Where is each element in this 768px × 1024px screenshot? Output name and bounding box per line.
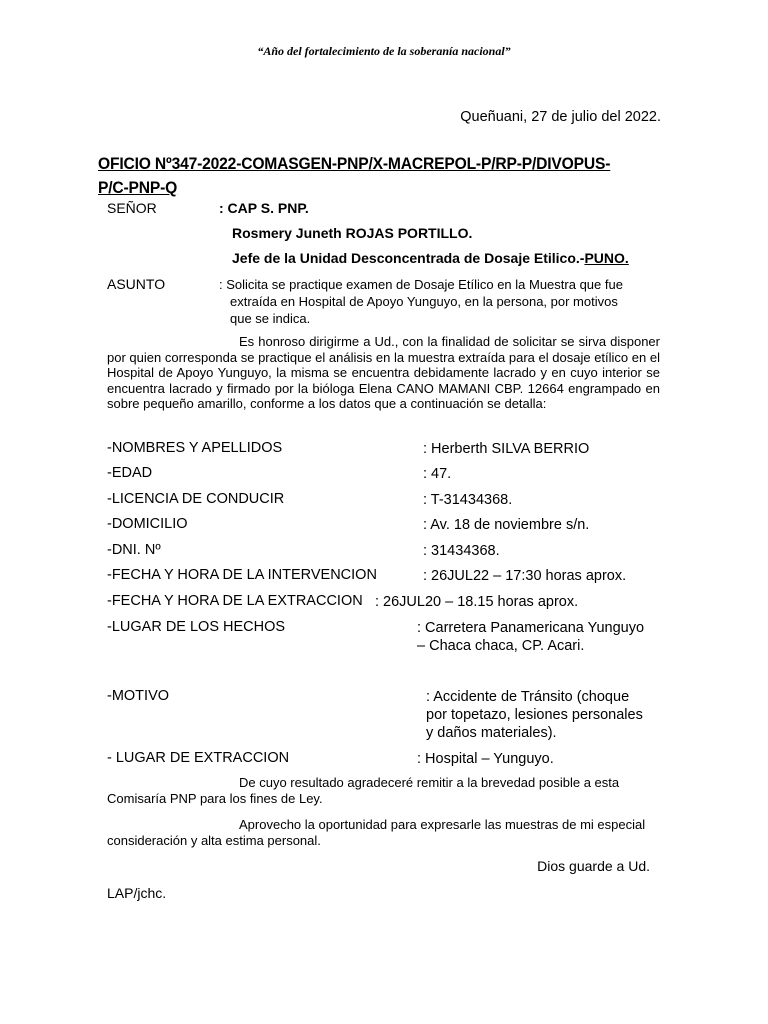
date-line: Queñuani, 27 de julio del 2022.	[460, 109, 661, 125]
field-label-domicilio: -DOMICILIO	[107, 516, 188, 532]
field-value-edad: : 47.	[423, 466, 452, 482]
field-label-intervencion: -FECHA Y HORA DE LA INTERVENCION	[107, 567, 377, 583]
field-value-nombres: : Herberth SILVA BERRIO	[423, 441, 590, 457]
field-value-licencia: : T-31434368.	[423, 492, 513, 508]
field-value-lugar-hechos-1: : Carretera Panamericana Yunguyo	[417, 620, 645, 636]
field-value-motivo-3: y daños materiales).	[426, 725, 557, 741]
field-label-lugar-hechos: -LUGAR DE LOS HECHOS	[107, 619, 286, 635]
intro-paragraph	[107, 334, 660, 412]
recipient-label: SEÑOR	[107, 200, 157, 216]
field-label-edad: -EDAD	[107, 465, 153, 481]
subject-line-1: : Solicita se practique examen de Dosaje Etílico en la Muestra que fue	[219, 277, 623, 292]
field-value-dni: : 31434368.	[423, 543, 500, 559]
field-label-nombres: -NOMBRES Y APELLIDOS	[107, 440, 283, 456]
recipient-position-text: Jefe de la Unidad Desconcentrada de Dosaje Etilico.-	[232, 250, 585, 266]
closing-paragraph-2-text: Aprovecho la oportunidad para expresarle las muestras de mi especial consideración y alta estima personal.	[107, 817, 646, 848]
farewell: Dios guarde a Ud.	[537, 858, 650, 874]
closing-paragraph-1-text: De cuyo resultado agradeceré remitir a la brevedad posible a esta Comisaría PNP para los fines de Ley.	[107, 775, 620, 806]
recipient-rank: : CAP S. PNP.	[219, 200, 309, 216]
initials: LAP/jchc.	[107, 885, 167, 901]
field-label-motivo: -MOTIVO	[107, 688, 170, 704]
field-value-motivo-1: : Accidente de Tránsito (choque	[426, 689, 630, 705]
field-value-lugar-hechos-2: – Chaca chaca, CP. Acari.	[417, 638, 585, 654]
field-value-motivo-2: por topetazo, lesiones personales	[426, 707, 643, 723]
field-label-lugar-extraccion: - LUGAR DE EXTRACCION	[107, 750, 290, 766]
field-label-dni: -DNI. Nº	[107, 542, 161, 558]
closing-paragraph-1	[107, 775, 660, 806]
subject-line-3: que se indica.	[230, 311, 311, 326]
recipient-name: Rosmery Juneth ROJAS PORTILLO.	[232, 225, 473, 241]
oficio-number: OFICIO Nº347-2022-COMASGEN-PNP/X-MACREPOL-P/RP-P/DIVOPUS-P/C-PNP-Q	[98, 154, 611, 197]
subject-line-2: extraída en Hospital de Apoyo Yunguyo, en la persona, por motivos	[230, 294, 618, 309]
closing-paragraph-2	[107, 817, 660, 848]
recipient-city: PUNO.	[584, 250, 629, 266]
field-value-extraccion-fecha: : 26JUL20 – 18.15 horas aprox.	[375, 594, 579, 610]
subject-label: ASUNTO	[107, 276, 166, 292]
field-label-extraccion-fecha: -FECHA Y HORA DE LA EXTRACCION	[107, 593, 363, 609]
field-value-lugar-extraccion: : Hospital – Yunguyo.	[417, 751, 554, 767]
intro-paragraph-text: Es honroso dirigirme a Ud., con la finalidad de solicitar se sirva disponer por quien corresponda se practique el análisis en la muestra extraída para el dosaje etílico en el Hospital de Apoyo Yunguyo, la misma se encuentra debidamente lacrado y en cuyo interior se encuentra lacrado y firmado por la bióloga Elena CANO MAMANI CBP. 12664 engrampado en sobre pequeño amarillo, conforme a los datos que a continuación se detalla:	[107, 334, 660, 411]
field-label-licencia: -LICENCIA DE CONDUCIR	[107, 491, 285, 507]
motto: “Año del fortalecimiento de la soberanía nacional”	[257, 44, 511, 58]
recipient-position	[232, 250, 629, 266]
field-value-domicilio: : Av. 18 de noviembre s/n.	[423, 517, 590, 533]
field-value-intervencion: : 26JUL22 – 17:30 horas aprox.	[423, 568, 627, 584]
